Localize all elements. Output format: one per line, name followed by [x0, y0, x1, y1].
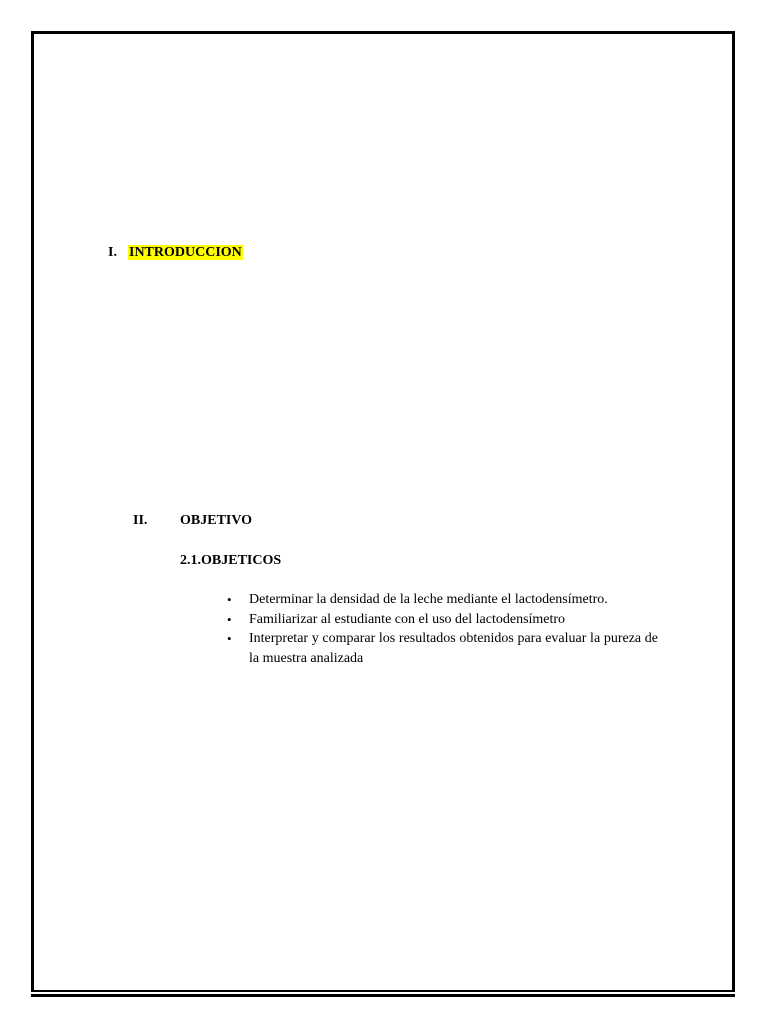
objective-number: II. — [133, 513, 148, 528]
introduction-number: I. — [108, 245, 117, 260]
objectives-list — [226, 590, 658, 668]
page-border-bottom-line — [31, 990, 735, 991]
bullet-icon: • — [227, 631, 232, 646]
introduction-heading — [108, 245, 243, 261]
introduction-title: INTRODUCCION — [129, 245, 242, 260]
list-item-text: Determinar la densidad de la leche mediante el lactodensímetro. — [249, 592, 608, 607]
bullet-icon: • — [227, 592, 232, 607]
list-item-text: Interpretar y comparar los resultados obtenidos para evaluar la pureza de la muestra analizada — [249, 631, 658, 666]
list-item — [226, 610, 658, 630]
page-border — [31, 31, 735, 992]
bullet-icon: • — [227, 611, 232, 627]
list-item — [226, 590, 658, 610]
objective-heading — [133, 513, 252, 529]
list-item — [226, 629, 658, 668]
page-border-bottom-thick — [31, 994, 735, 997]
objectives-subheading: 2.1.OBJETICOS — [180, 553, 282, 568]
objective-title: OBJETIVO — [180, 513, 253, 528]
list-item-text: Familiarizar al estudiante con el uso del lactodensímetro — [249, 611, 566, 627]
